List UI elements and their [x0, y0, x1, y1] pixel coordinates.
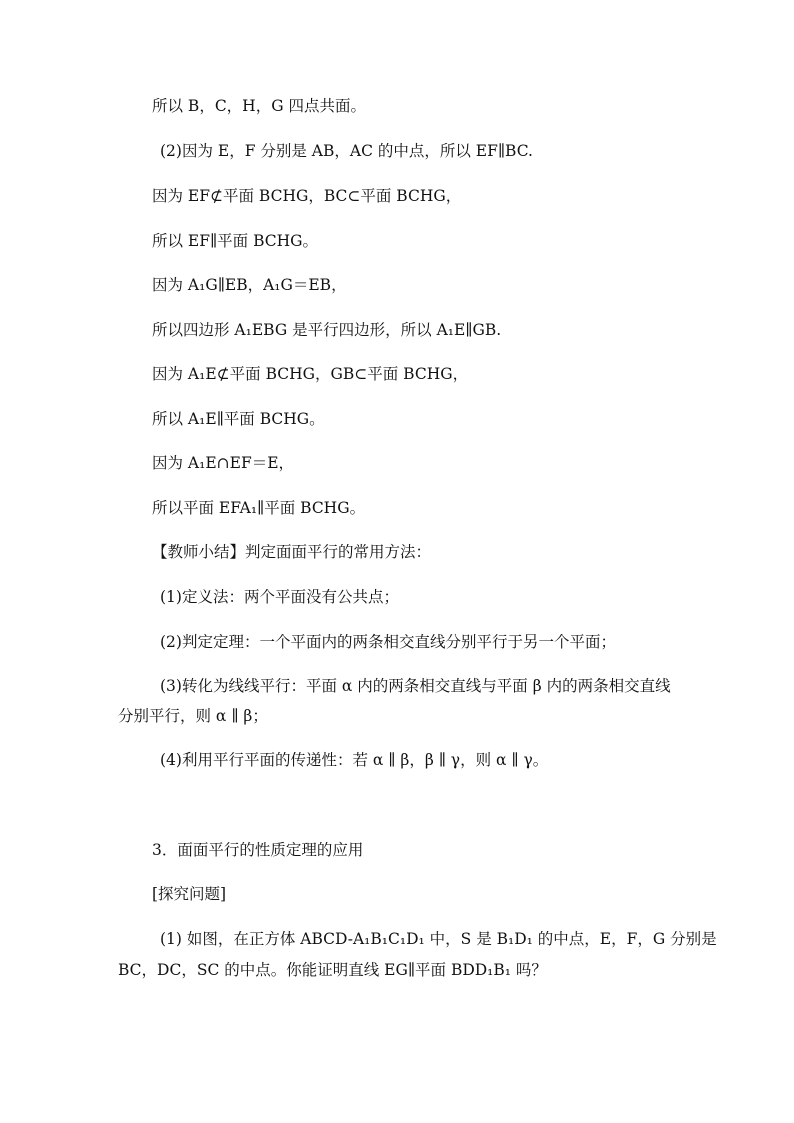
text-line-4: 所以 EF∥平面 BCHG。	[152, 232, 319, 250]
section-heading: 3．面面平行的性质定理的应用	[152, 841, 364, 859]
text-line-19: (1) 如图，在正方体 ABCD-A₁B₁C₁D₁ 中，S 是 B₁D₁ 的中点，E，F，G 分别是	[160, 930, 717, 948]
text-line-14: (3)转化为线线平行：平面 α 内的两条相交直线与平面 β 内的两条相交直线	[160, 677, 671, 695]
text-line-2: (2)因为 E，F 分别是 AB，AC 的中点，所以 EF∥BC.	[160, 142, 533, 160]
text-line-12: (1)定义法：两个平面没有公共点；	[160, 588, 399, 606]
subheading-explore: [探究问题]	[152, 885, 227, 903]
text-line-7: 因为 A₁E⊄平面 BCHG，GB⊂平面 BCHG，	[152, 365, 469, 383]
text-line-1: 所以 B，C，H，G 四点共面。	[152, 97, 367, 115]
text-line-8: 所以 A₁E∥平面 BCHG。	[152, 410, 325, 428]
text-line-16: (4)利用平行平面的传递性：若 α ∥ β，β ∥ γ，则 α ∥ γ。	[160, 751, 549, 769]
text-line-3: 因为 EF⊄平面 BCHG，BC⊂平面 BCHG，	[152, 187, 462, 205]
text-line-15: 分别平行，则 α ∥ β；	[118, 707, 268, 725]
text-line-13: (2)判定定理：一个平面内的两条相交直线分别平行于另一个平面；	[160, 633, 616, 651]
text-line-20: BC，DC，SC 的中点。你能证明直线 EG∥平面 BDD₁B₁ 吗？	[118, 961, 547, 979]
text-line-6: 所以四边形 A₁EBG 是平行四边形，所以 A₁E∥GB.	[152, 321, 502, 339]
text-line-5: 因为 A₁G∥EB，A₁G＝EB，	[152, 276, 347, 294]
text-line-11: 【教师小结】判定面面平行的常用方法：	[152, 543, 432, 561]
text-line-10: 所以平面 EFA₁∥平面 BCHG。	[152, 499, 366, 517]
text-line-9: 因为 A₁E∩EF＝E，	[152, 454, 295, 472]
